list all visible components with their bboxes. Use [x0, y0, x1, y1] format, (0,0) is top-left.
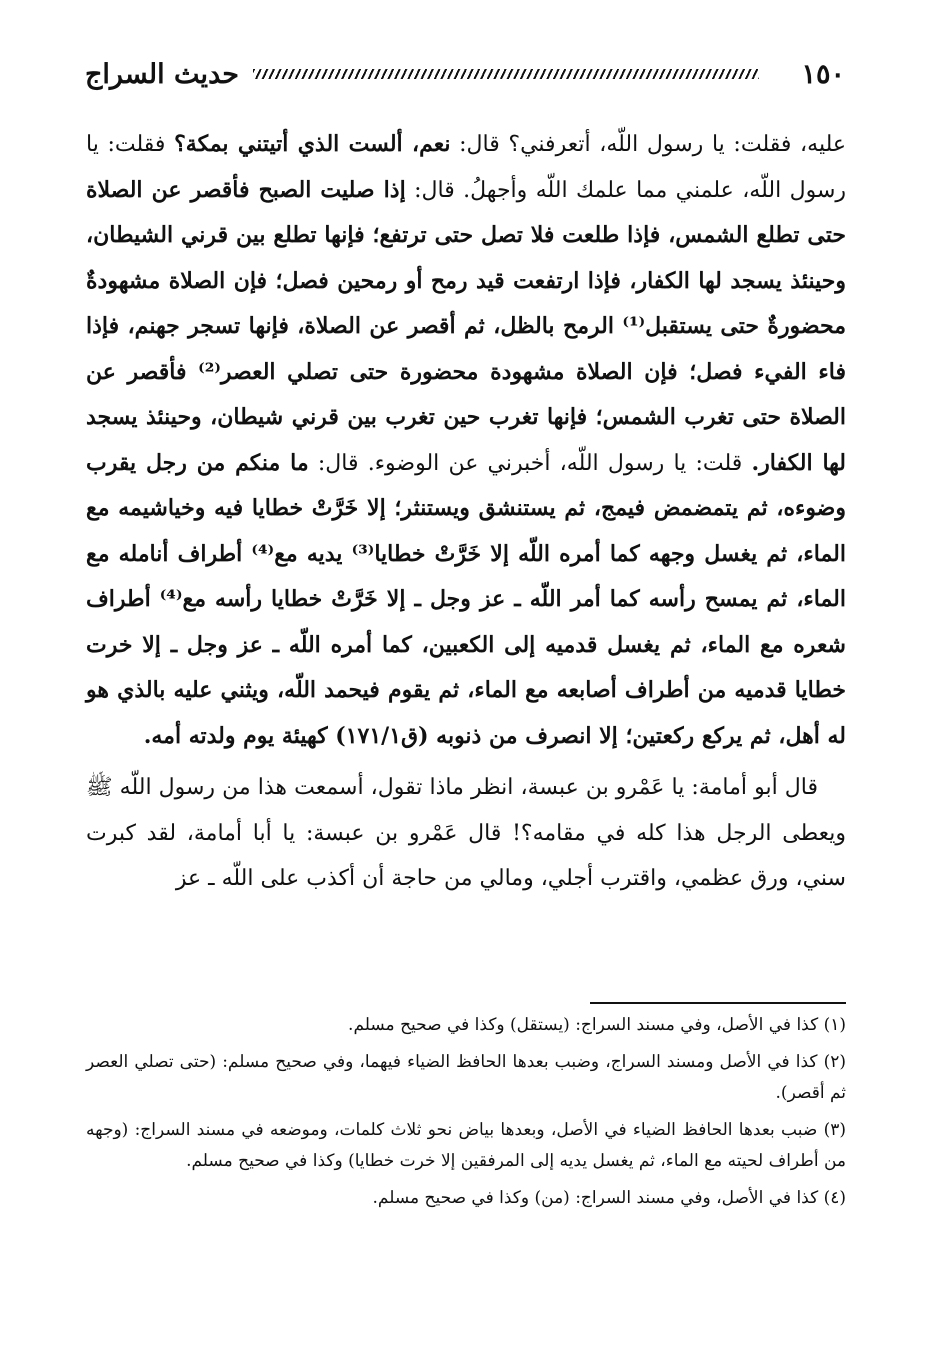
footnote-separator [590, 1002, 846, 1004]
running-title: حديث السراج [85, 58, 239, 90]
hadith-text: ما منكم من رجل يقرب وضوءه، ثم يتمضمض فيمج، ثم يستنشق ويستنثر؛ إلا خَرَّتْ خطايا فيه وخياشيمه مع الماء، ثم يغسل وجهه كما أمره اللّه إلا خَرَّتْ خطايا⁽³⁾ يديه مع⁽⁴⁾ أطراف أنامله مع الماء، ثم يمسح رأسه كما أمر اللّه ـ عز وجل ـ إلا خَرَّتْ خطايا رأسه مع⁽⁴⁾ أطراف شعره مع الماء، ثم يغسل قدميه إلى الكعبين، كما أمره اللّه ـ عز وجل ـ إلا خرت خطايا قدميه من أطراف أصابعه مع الماء، ثم يقوم فيحمد اللّه، ويثني عليه بالذي هو له أهل، ثم يركع ركعتين؛ إلا انصرف من ذنوبه (ق١٧١/١) كهيئة يوم ولدته أمه. [86, 449, 846, 749]
footnote: (٤) كذا في الأصل، وفي مسند السراج: (من) وكذا في صحيح مسلم. [372, 1188, 846, 1208]
paragraph [86, 122, 846, 759]
footnote: (٢) كذا في الأصل ومسند السراج، وضبب بعدها الحافظ الضياء فيهما، وفي صحيح مسلم: (حتى تصلي العصر ثم أقصر). [86, 1052, 846, 1103]
footnotes [86, 1010, 846, 1220]
header-decorative-rule [253, 69, 760, 79]
paragraph: قال أبو أمامة: يا عَمْرو بن عبسة، انظر ماذا تقول، أسمعت هذا من رسول اللّه ﷺ ويعطى الرجل هذا كله في مقامه؟! قال عَمْرو بن عبسة: يا أبا أمامة، لقد كبرت سني، ورق عظمي، واقترب أجلي، ومالي من حاجة أن أكذب على اللّه ـ عز [86, 775, 846, 891]
page-header [85, 54, 845, 94]
narration-text: قلت: يا رسول اللّه، أخبرني عن الوضوء. قال: [308, 450, 752, 476]
hadith-text: إذا صليت الصبح فأقصر عن الصلاة حتى تطلع الشمس، فإذا طلعت فلا تصل حتى ترتفع؛ فإنها تطلع بين قرني الشيطان، وحينئذ يسجد لها الكفار، فإذا ارتفعت قيد رمح أو رمحين فصل؛ فإن الصلاة مشهودةٌ محضورةٌ حتى يستقبل⁽¹⁾ الرمح بالظل، ثم أقصر عن الصلاة، فإنها تسجر جهنم، فإذا فاء الفيء فصل؛ فإن الصلاة مشهودة محضورة حتى تصلي العصر⁽²⁾ فأقصر عن الصلاة حتى تغرب الشمس؛ فإنها تغرب حين تغرب بين قرني شيطان، وحينئذ يسجد لها الكفار. [86, 176, 847, 476]
hadith-text: نعم، ألست الذي أتيتني بمكة؟ [174, 131, 451, 157]
main-text [86, 122, 846, 902]
footnote: (١) كذا في الأصل، وفي مسند السراج: (يستقل) وكذا في صحيح مسلم. [348, 1015, 846, 1035]
narration-text: عليه، فقلت: يا رسول اللّه، أتعرفني؟ قال: [450, 132, 846, 157]
narration-text: فقلت: يا رسول اللّه، علمني مما علمك اللّه وأجهلُ. قال: [86, 132, 847, 203]
page-number: ١٥٠ [801, 58, 845, 90]
footnote: (٣) ضبب بعدها الحافظ الضياء في الأصل، وبعدها بياض نحو ثلاث كلمات، وموضعه في مسند السراج: (وجهه من أطراف لحيته مع الماء، ثم يغسل يديه إلى المرفقين إلا خرت خطايا) وكذا في صحيح مسلم. [86, 1120, 846, 1171]
